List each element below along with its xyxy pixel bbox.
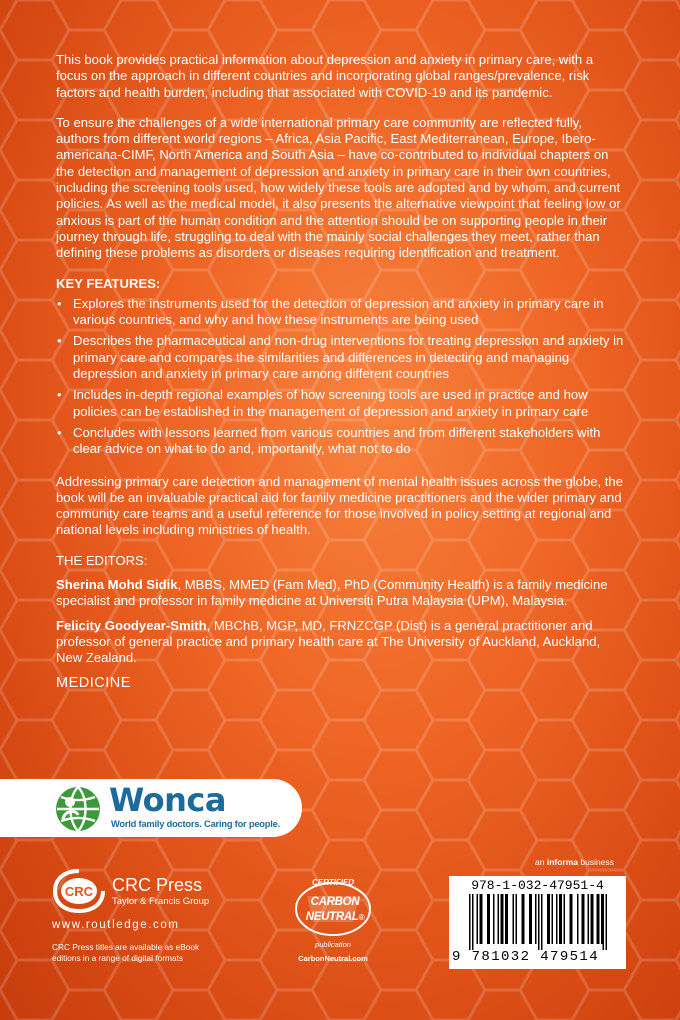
- description-paragraph-2: To ensure the challenges of a wide international primary care community are reflected fully, authors from different world regions – Africa, Asia Pacific, East Mediterranean, Europe, Ibero-americana-CIMF, North America and South Asia – have co-contributed to individual chapters on the detection and management of depression and anxiety in primary care in their own countries, including the screening tools used, how widely these tools are adopted and by whom, and current policies. As well as the medical model, it also presents the alternative viewpoint that feeling low or anxious is part of the human condition and the attention should be on supporting people in their journey through life, struggling to deal with the mainly social challenges they meet, rather than defining these problems as disorders or diseases requiring identification and treatment.: [56, 114, 621, 261]
- editor-entry-2: [56, 618, 626, 667]
- wonca-wordmark: Wonca: [109, 781, 226, 819]
- informa-brand: informa: [546, 857, 578, 867]
- carbon-certified-label: CERTIFIED: [311, 878, 355, 887]
- barcode-bar: [601, 894, 603, 944]
- barcode-bar: [469, 894, 471, 950]
- barcode-bar: [582, 894, 585, 944]
- barcode-bar: [535, 894, 537, 944]
- barcode-bar: [547, 894, 550, 944]
- barcode-bar: [538, 894, 540, 950]
- back-cover-text: [56, 52, 626, 691]
- barcode-bar: [505, 894, 508, 944]
- barcode-bar: [513, 894, 515, 944]
- barcode-bar: [487, 894, 490, 944]
- barcode-digits: 9 781032 479514: [452, 949, 600, 965]
- barcode-bar: [591, 894, 594, 944]
- barcode-bar: [597, 894, 600, 944]
- publisher-group: Taylor & Francis Group: [112, 896, 210, 907]
- barcode-bar: [577, 894, 579, 944]
- wonca-banner: [0, 779, 302, 837]
- isbn-barcode: [449, 876, 626, 969]
- editor-entry-1: [56, 577, 626, 610]
- description-paragraph-1: This book provides practical information about depression and anxiety in primary care, with a focus on the approach in different countries and incorporating global ranges/prevalence, risk factors and health burden, including that associated with COVID-19 and its pandemic.: [56, 52, 594, 100]
- editor-bio: , MBBS, MMED (Fam Med), PhD (Community Health) is a family medicine specialist and professor in family medicine at Universiti Putra Malaysia (UPM), Malaysia.: [56, 577, 608, 609]
- barcode-bar: [552, 894, 554, 944]
- editor-bio: , MBChB, MGP, MD, FRNZCGP (Dist) is a general practitioner and professor of general practice and primary health care at The University of Auckland, Auckland, New Zealand.: [56, 617, 601, 666]
- carbon-word: CARBON: [310, 896, 360, 908]
- key-feature-item: • Explores the instruments used for the detection of depression and anxiety in primary care in various countries, and why and how these instruments are being used: [56, 296, 626, 329]
- barcode-bar: [541, 894, 543, 950]
- barcode-bar: [564, 894, 566, 944]
- barcode-bar: [603, 894, 605, 950]
- barcode-bar: [570, 894, 573, 944]
- barcode-bar: [472, 894, 474, 950]
- barcode-bar: [556, 894, 558, 944]
- carbon-neutral-url: CarbonNeutral.com: [298, 954, 368, 963]
- wonca-globe-logo: [54, 785, 102, 833]
- isbn-number: 978-1-032-47951-4: [471, 878, 604, 893]
- neutral-word: NEUTRAL®: [305, 911, 365, 923]
- barcode-bar: [606, 894, 608, 950]
- key-feature-item: • Includes in-depth regional examples of how screening tools are used in practice and how policies can be established in the management of depression and anxiety in primary care: [56, 387, 626, 420]
- barcode-bar: [588, 894, 590, 944]
- barcode-bar: [477, 894, 479, 944]
- carbon-neutral-badge: [293, 874, 379, 968]
- publisher-website[interactable]: www.routledge.com: [52, 919, 180, 931]
- barcode-bar: [516, 894, 518, 944]
- barcode-bar: [501, 894, 504, 944]
- crc-logo-text: CRC: [64, 884, 94, 899]
- barcode-bars: [469, 894, 619, 950]
- editor-name: Felicity Goodyear-Smith: [56, 617, 207, 633]
- ebook-availability-note: CRC Press titles are available as eBook editions in a range of digital formats: [52, 942, 200, 963]
- key-features-list: [56, 296, 626, 458]
- publisher-name: CRC Press: [112, 875, 203, 895]
- wonca-tagline: World family doctors. Caring for people.: [111, 819, 281, 829]
- key-features-heading: KEY FEATURES:: [56, 275, 161, 291]
- carbon-publication-label: publication: [315, 940, 351, 949]
- closing-paragraph: Addressing primary care detection and management of mental health issues across the globe, the book will be an invaluable practical aid for family medicine practitioners and the wider primary and community care teams and a useful reference for those involved in policy setting at regional and national levels including ministries of health.: [56, 473, 623, 538]
- editor-name: Sherina Mohd Sidik: [56, 577, 178, 593]
- barcode-bar: [522, 894, 525, 944]
- informa-business-note: an informa business: [535, 857, 614, 867]
- key-feature-item: • Describes the pharmaceutical and non-drug interventions for treating depression and anxiety in primary care and compares the similarities and differences in detecting and managing depression and anxiety in primary care among different countries: [56, 333, 626, 382]
- key-feature-item: • Concludes with lessons learned from various countries and from different stakeholders with clear advice on what to do and, importantly, what not to do: [56, 425, 626, 458]
- barcode-bar: [493, 894, 495, 944]
- barcode-bar: [559, 894, 562, 944]
- barcode-bar: [498, 894, 500, 944]
- barcode-bar: [529, 894, 532, 944]
- subject-category: MEDICINE: [56, 674, 131, 691]
- editors-heading: THE EDITORS:: [56, 552, 148, 568]
- barcode-bar: [480, 894, 483, 944]
- crc-press-logo-icon: [52, 869, 106, 913]
